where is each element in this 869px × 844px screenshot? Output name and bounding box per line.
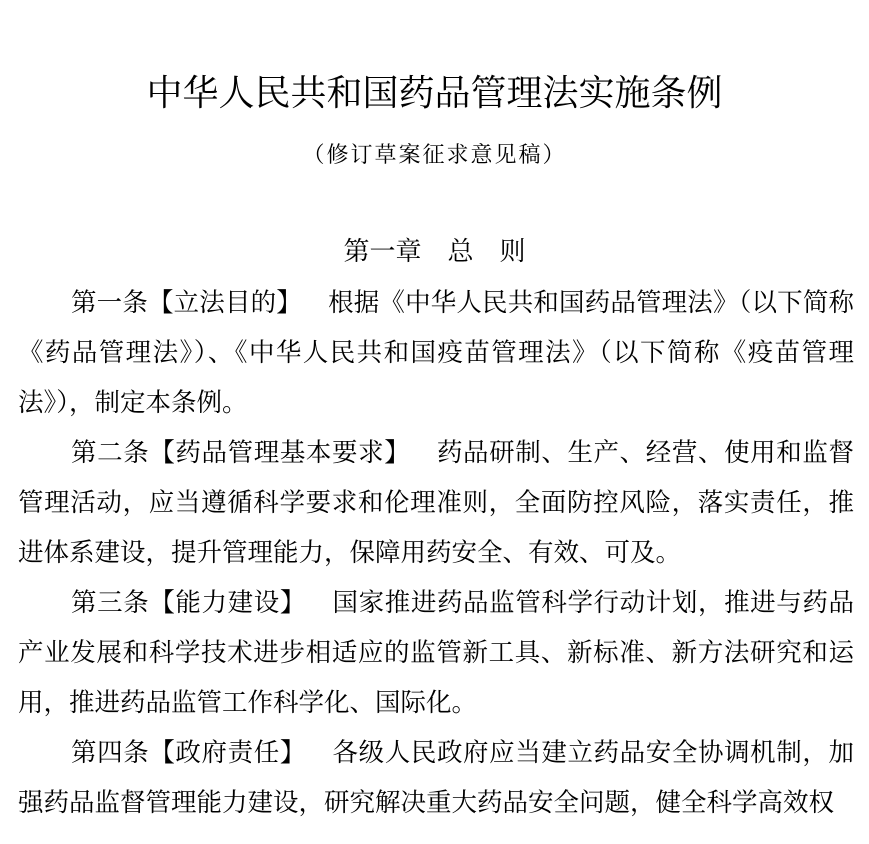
article-number: 第四条 <box>71 738 150 768</box>
article-text: 根据《中华人民共和国药品管理法》（以下简称《药品管理法》）、《中华人民共和国疫苗管理法》（以下简称《疫苗管理法》），制定本条例。 <box>18 288 854 418</box>
article-3 <box>18 578 854 728</box>
article-number: 第一条 <box>71 288 148 318</box>
article-2 <box>18 428 854 578</box>
article-heading: 【立法目的】 <box>147 288 302 318</box>
article-1 <box>18 278 854 428</box>
article-text: 各级人民政府应当建立药品安全协调机制，加强药品监督管理能力建设，研究解决重大药品安全问题，健全科学高效权 <box>18 738 854 818</box>
article-4 <box>18 728 854 828</box>
article-text: 药品研制、生产、经营、使用和监督管理活动，应当遵循科学要求和伦理准则，全面防控风险，落实责任，推进体系建设，提升管理能力，保障用药安全、有效、可及。 <box>18 438 854 568</box>
article-heading: 【能力建设】 <box>149 588 306 618</box>
document-title: 中华人民共和国药品管理法实施条例 <box>146 73 723 114</box>
article-number: 第二条 <box>71 438 150 468</box>
document-body <box>18 278 854 828</box>
article-text: 国家推进药品监管科学行动计划，推进与药品产业发展和科学技术进步相适应的监管新工具、新标准、新方法研究和运用，推进药品监管工作科学化、国际化。 <box>18 588 854 718</box>
article-heading: 【药品管理基本要求】 <box>149 438 411 468</box>
article-number: 第三条 <box>71 588 150 618</box>
chapter-heading: 第一章 总 则 <box>343 237 526 267</box>
document-subtitle: （修订草案征求意见稿） <box>302 143 567 168</box>
article-heading: 【政府责任】 <box>149 738 306 768</box>
